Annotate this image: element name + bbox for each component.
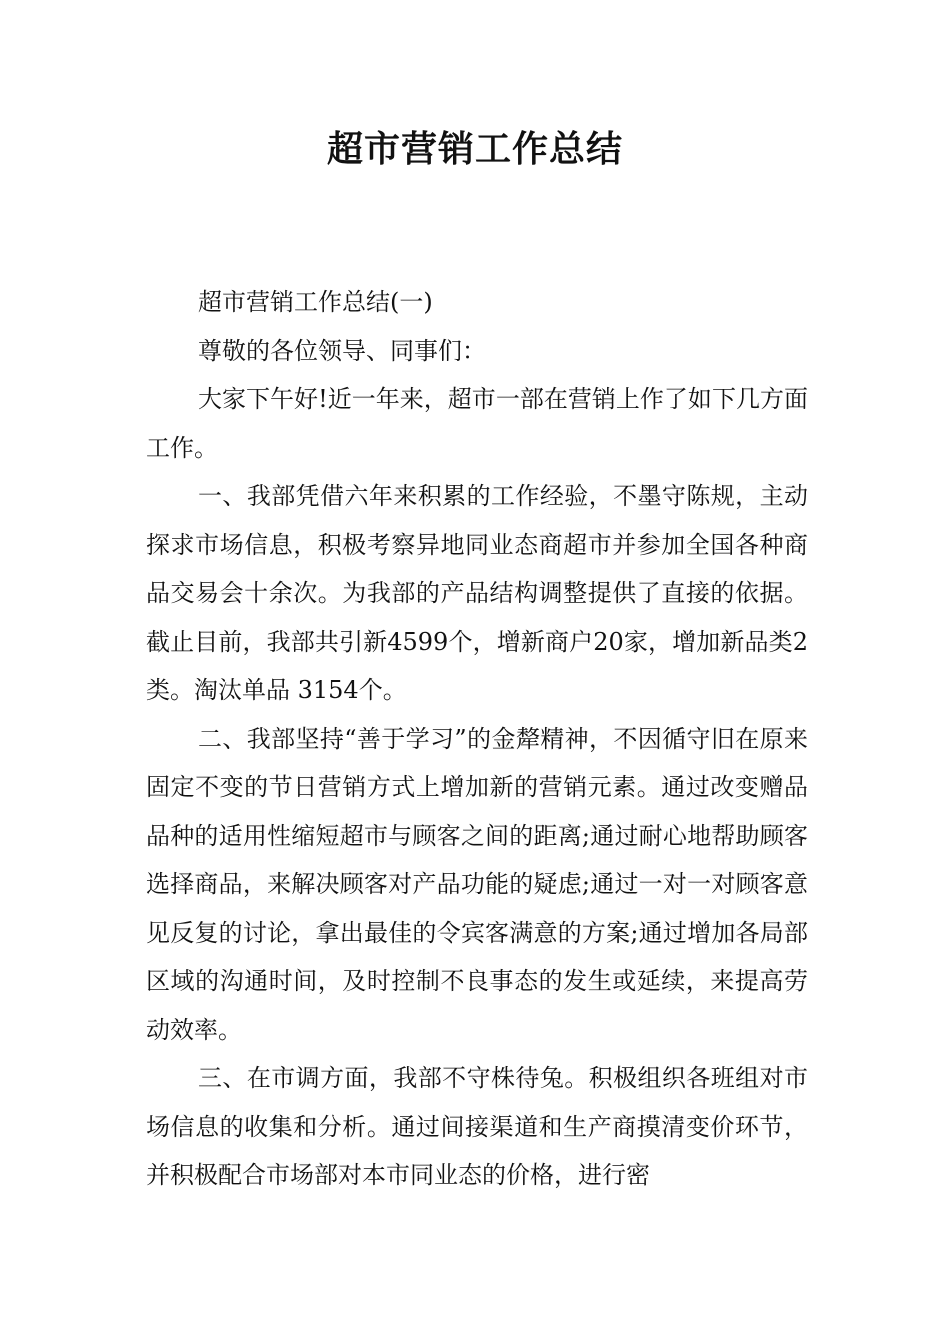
paragraph-intro: 大家下午好!近一年来，超市一部在营销上作了如下几方面工作。 — [146, 385, 808, 462]
document-title: 超市营销工作总结 — [326, 129, 623, 170]
paragraph-section-3: 三、在市调方面，我部不守株待兔。积极组织各班组对市场信息的收集和分析。通过间接渠道和生产商摸清变价环节，并积极配合市场部对本市同业态的价格，进行密 — [146, 1064, 808, 1189]
document-body — [146, 278, 808, 1200]
paragraph-salutation: 尊敬的各位领导、同事们： — [198, 336, 486, 365]
paragraph-subtitle: 超市营销工作总结(一) — [198, 288, 433, 316]
paragraph-section-2: 二、我部坚持“善于学习”的金犛精神，不因循守旧在原来固定不变的节日营销方式上增加新的营销元素。通过改变赠品品种的适用性缩短超市与顾客之间的距离;通过耐心地帮助顾客选择商品，来解决顾客对产品功能的疑虑;通过一对一对顾客意见反复的讨论，拿出最佳的令宾客满意的方案;通过增加各局部区域的沟通时间，及时控制不良事态的发生或延续，来提高劳动效率。 — [146, 724, 808, 1044]
paragraph-section-1: 一、我部凭借六年来积累的工作经验，不墨守陈规，主动探求市场信息，积极考察异地同业态商超市并参加全国各种商品交易会十余次。为我部的产品结构调整提供了直接的依据。截止目前，我部共引新4599个，增新商户20家，增加新品类2类。淘汰单品 3154个。 — [146, 482, 808, 704]
